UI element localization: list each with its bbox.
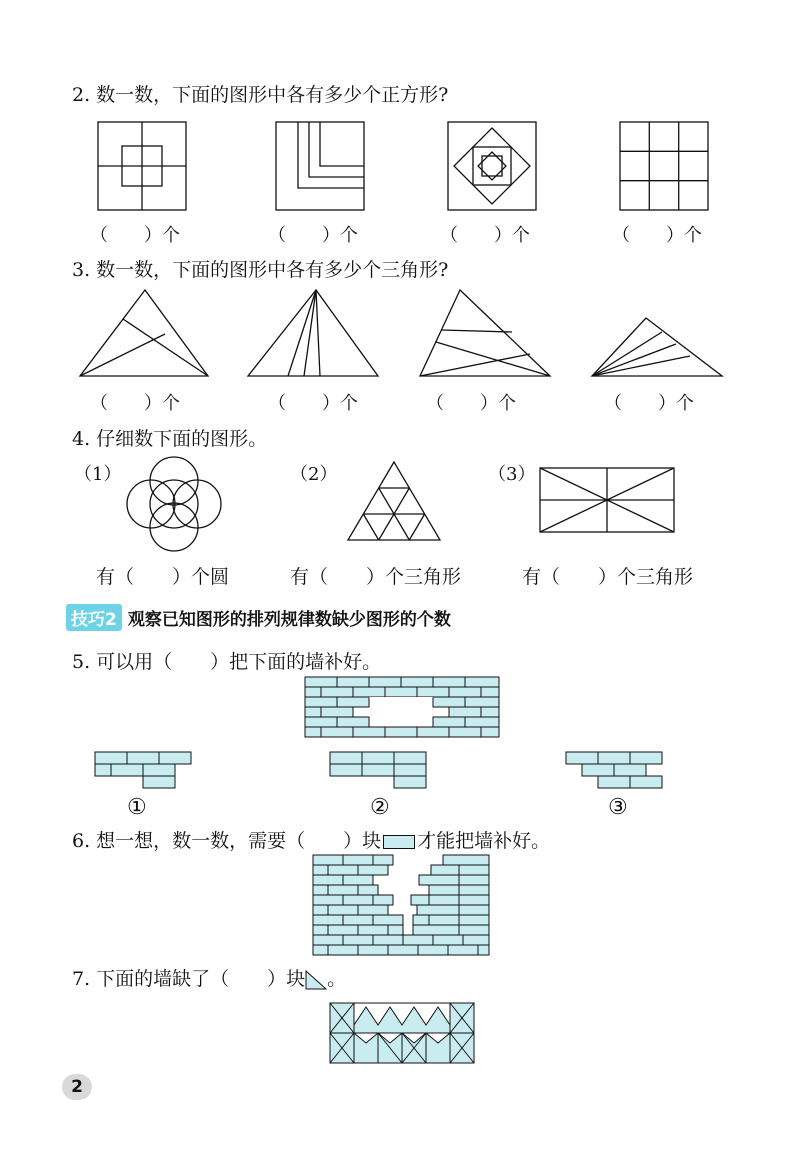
q2-answer-3: （ ）个 xyxy=(440,225,530,246)
q2-answer-4: （ ）个 xyxy=(612,225,702,246)
q4-circles-figure xyxy=(125,455,223,553)
q6-wall xyxy=(313,855,489,955)
tip-line xyxy=(66,604,451,631)
q4-text: 4. 仔细数下面的图形。 xyxy=(72,428,268,450)
q6-text-before: 6. 想一想，数一数，需要（ ）块 xyxy=(72,830,382,852)
brick-icon xyxy=(383,835,415,849)
q4-label-2: （2） xyxy=(290,464,338,485)
q5-option-3-piece xyxy=(566,752,666,788)
q5-wall xyxy=(305,677,499,741)
q6-line xyxy=(72,826,550,853)
q2-answer-1: （ ）个 xyxy=(90,225,180,246)
q2-figure-1 xyxy=(98,122,186,210)
q3-text: 3. 数一数，下面的图形中各有多少个三角形? xyxy=(72,259,449,281)
q7-line xyxy=(72,964,346,991)
q4-rectangle-figure xyxy=(540,468,674,532)
q5-option-2-piece xyxy=(330,752,430,788)
q5-option-2-label: ② xyxy=(370,795,390,820)
q5-text: 5. 可以用（ ）把下面的墙补好。 xyxy=(72,651,382,673)
tip-text: 观察已知图形的排列规律数缺少图形的个数 xyxy=(127,610,451,630)
q3-answer-1: （ ）个 xyxy=(90,393,180,414)
q3-answer-4: （ ）个 xyxy=(604,393,694,414)
q5-option-3-label: ③ xyxy=(608,795,628,820)
q4-label-3: （3） xyxy=(488,464,536,485)
q4-label-1: （1） xyxy=(74,464,122,485)
q7-text-after: 。 xyxy=(327,968,347,990)
q2-figure-2 xyxy=(276,122,364,210)
q3-triangle-3 xyxy=(420,290,550,378)
q4-answer-2: 有（ ）个三角形 xyxy=(290,566,462,588)
q4-answer-3: 有（ ）个三角形 xyxy=(522,566,694,588)
tip-badge: 技巧2 xyxy=(66,604,122,631)
q4-answer-1: 有（ ）个圆 xyxy=(96,566,230,588)
q3-answer-2: （ ）个 xyxy=(268,393,358,414)
q6-text-after: 才能把墙补好。 xyxy=(417,830,551,852)
q3-answer-3: （ ）个 xyxy=(426,393,516,414)
q2-text: 2. 数一数，下面的图形中各有多少个正方形? xyxy=(72,84,449,106)
q3-triangle-4 xyxy=(592,318,722,378)
q5-option-1-piece xyxy=(95,752,195,788)
q5-option-1-label: ① xyxy=(127,795,147,820)
q4-triangle-grid xyxy=(348,462,440,540)
q3-triangle-1 xyxy=(80,290,210,378)
q7-text-before: 7. 下面的墙缺了（ ）块 xyxy=(72,968,306,990)
triangle-tile-icon xyxy=(305,970,327,990)
q3-triangle-2 xyxy=(248,290,378,378)
q2-figure-3 xyxy=(448,122,536,210)
page-number: 2 xyxy=(62,1074,92,1100)
q7-wall xyxy=(330,1003,474,1063)
q2-answer-2: （ ）个 xyxy=(268,225,358,246)
q2-figure-4 xyxy=(620,122,708,210)
